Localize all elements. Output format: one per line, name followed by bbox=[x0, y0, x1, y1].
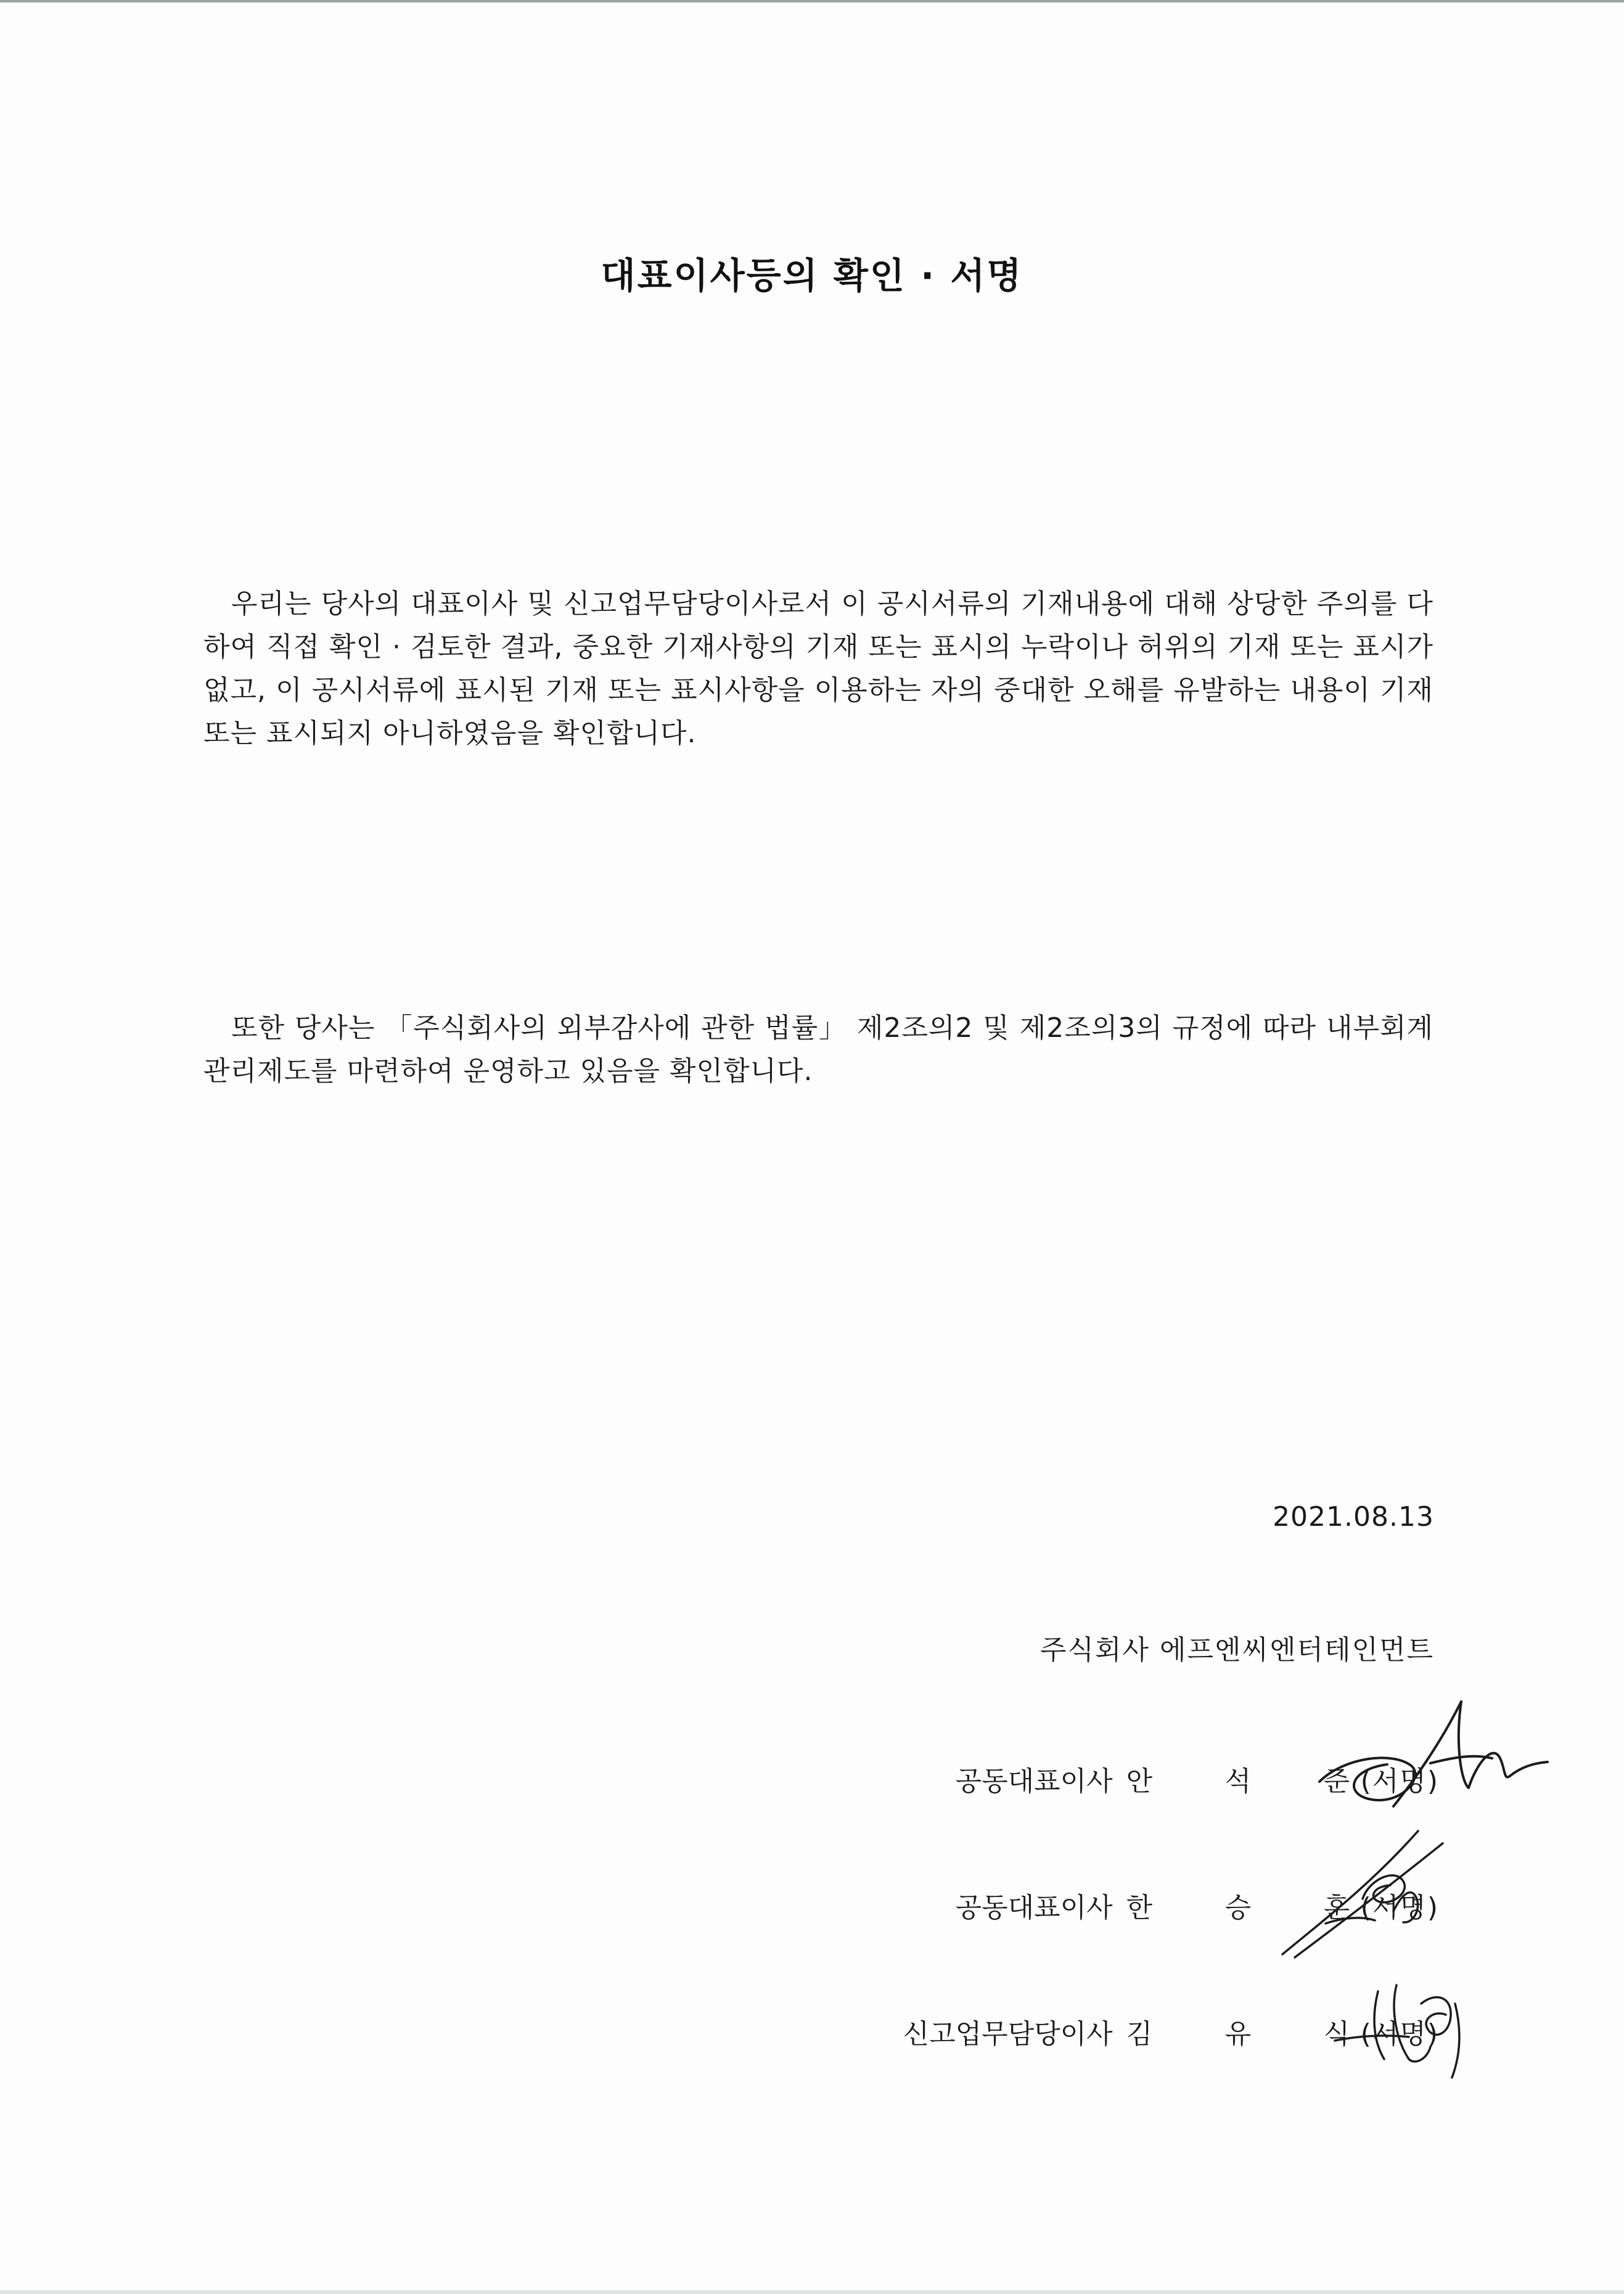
handwritten-signature bbox=[1307, 1689, 1554, 1825]
signatory-role: 공동대표이사 bbox=[955, 1892, 1113, 1923]
signature-mark-label: (서명) bbox=[1360, 1892, 1439, 1923]
signatory-role: 신고업무담당이사 bbox=[903, 2018, 1113, 2050]
signatory-name-char: 김 bbox=[1126, 2018, 1153, 2050]
confirmation-paragraph: 우리는 당사의 대표이사 및 신고업무담당이사로서 이 공시서류의 기재내용에 대해 상당한 주의를 다하여 직접 확인 · 검토한 결과, 중요한 기재사항의 기재 또는 표시의 누락이나 허위의 기재 또는 표시가 없고, 이 공시서류에 표시된 기재 또는 표시사항을 이용하는 자의 중대한 오해를 유발하는 내용이 기재 또는 표시되지 아니하였음을 확인합니다. bbox=[203, 588, 1433, 749]
signatory-row bbox=[956, 1890, 1439, 1927]
signatory-name-char: 승 bbox=[1224, 1892, 1252, 1923]
signatory-name-char: 유 bbox=[1224, 2018, 1252, 2050]
signatory-name-char: 석 bbox=[1224, 1766, 1252, 1797]
signatory-row bbox=[903, 2016, 1439, 2053]
signatory-role: 공동대표이사 bbox=[955, 1766, 1113, 1797]
signatory-name-char: 훈 bbox=[1323, 1892, 1350, 1923]
company-name: 주식회사 에프엔씨엔터테인먼트 bbox=[1040, 1634, 1434, 1666]
signatory-name-char: 식 bbox=[1323, 2018, 1350, 2050]
scan-edge-bottom bbox=[0, 2290, 1624, 2294]
document-date: 2021.08.13 bbox=[1273, 1501, 1434, 1533]
signature-mark-label: (서명) bbox=[1360, 2018, 1439, 2050]
signatory-name-char: 한 bbox=[1126, 1892, 1153, 1923]
signatory-name-char: 안 bbox=[1126, 1766, 1153, 1797]
signatory-name-char: 준 bbox=[1323, 1766, 1350, 1797]
scan-edge-top bbox=[0, 0, 1624, 2]
signature-mark-label: (서명) bbox=[1360, 1766, 1439, 1797]
signatory-row bbox=[956, 1763, 1439, 1800]
internal-control-paragraph: 또한 당사는 「주식회사의 외부감사에 관한 법률」 제2조의2 및 제2조의3의 규정에 따라 내부회계관리제도를 마련하여 운영하고 있음을 확인합니다. bbox=[203, 1012, 1433, 1087]
document-title: 대표이사등의 확인 · 서명 bbox=[601, 255, 1023, 297]
